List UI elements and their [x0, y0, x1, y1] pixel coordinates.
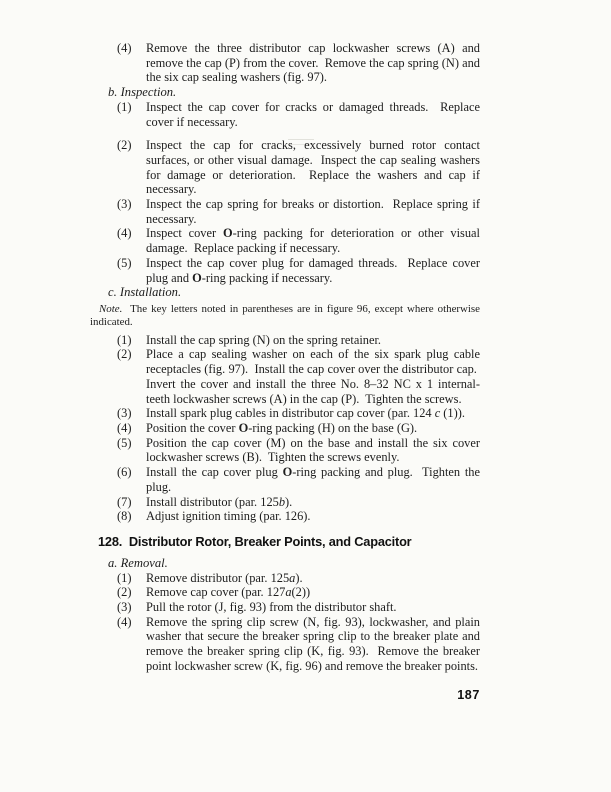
text-run: Inspect the cap for cracks, excessively burned rotor contact surfaces, or other visual damage. Inspect the cap sealing washers for damage or deterioration. Replace the washers and cap if necessary.	[146, 138, 480, 197]
text-run: -ring packing if necessary.	[201, 270, 333, 285]
list-item	[90, 585, 480, 600]
text-run: Place a cap sealing washer on each of the six spark plug cable receptacles (fig. 97). Install the cap cover over the distributor cap. Invert the cover and install the three No. 8–32 NC x 1 internal-teeth lockwasher screws (A) in the cap (P). Tighten the screws.	[146, 347, 480, 406]
subparagraph-heading: c. Installation.	[108, 285, 182, 300]
list-item-number: (5)	[117, 435, 132, 450]
list-item	[90, 571, 480, 586]
text-run: Install the cap spring (N) on the spring retainer.	[146, 332, 382, 347]
list-item	[90, 495, 480, 510]
list-item	[90, 138, 480, 197]
list-item-number: (8)	[117, 509, 132, 524]
list-item	[90, 226, 480, 255]
text-run: Inspect the cap spring for breaks or distortion. Replace spring if necessary.	[146, 197, 480, 226]
text-run: Install spark plug cables in distributor cap cover (par. 124	[146, 406, 435, 421]
italic-text-run: a	[289, 570, 296, 585]
list-item	[90, 600, 480, 615]
text-run: Remove the three distributor cap lockwasher screws (A) and remove the cap (P) from the cover. Remove the cap spring (N) and the six cap sealing washers (fig. 97).	[146, 41, 480, 85]
bold-text-run: O	[192, 270, 202, 285]
bold-text-run: O	[222, 226, 233, 241]
text-run: The key letters noted in parentheses are in figure 96, except where otherwise indicated.	[90, 302, 480, 328]
list-item-number: (5)	[117, 255, 132, 270]
list-item	[90, 347, 480, 406]
list-item	[90, 41, 480, 85]
italic-text-run: Note.	[99, 302, 123, 315]
text-run: Adjust ignition timing (par. 126).	[146, 509, 311, 524]
text-run: ).	[295, 570, 303, 585]
text-run: Install the cap cover plug	[146, 465, 283, 480]
page-content	[90, 41, 480, 702]
list-item-number: (7)	[117, 494, 132, 509]
text-run: Position the cap cover (M) on the base and install the six cover lockwasher screws (B). Tighten the screws evenly.	[146, 435, 480, 465]
italic-text-run: a	[285, 585, 292, 600]
text-run: -ring packing for deterioration or other visual damage. Replace packing if necessary.	[146, 226, 480, 256]
text-run: -ring packing (H) on the base (G).	[248, 420, 418, 435]
note-paragraph	[90, 303, 480, 329]
list-item	[90, 436, 480, 465]
text-run: Pull the rotor (J, fig. 93) from the distributor shaft.	[146, 600, 397, 615]
list-item	[90, 509, 480, 524]
list-item-number: (4)	[117, 420, 132, 435]
list-item	[90, 256, 480, 285]
list-item	[90, 615, 480, 674]
list-item	[90, 406, 480, 421]
list-item	[90, 333, 480, 348]
text-run: Inspect the cap cover plug for damaged threads. Replace cover plug and	[146, 255, 480, 285]
list-item-number: (6)	[117, 465, 132, 480]
section-heading: 128. Distributor Rotor, Breaker Points, and Capacitor	[98, 533, 412, 549]
list-item-number: (4)	[117, 41, 132, 55]
list-item	[90, 465, 480, 494]
list-item-number: (2)	[117, 347, 132, 362]
italic-text-run: c	[434, 406, 441, 421]
list-item-number: (1)	[117, 99, 132, 114]
subparagraph-heading: b. Inspection.	[108, 85, 177, 100]
manual-text-blocks	[90, 41, 480, 674]
list-item-number: (4)	[117, 226, 132, 241]
text-run: Install distributor (par. 125	[146, 494, 279, 509]
bold-text-run: O	[282, 465, 293, 480]
text-run: Inspect the cap cover for cracks or damaged threads. Replace cover if necessary.	[146, 99, 480, 129]
list-item-number: (3)	[117, 406, 132, 421]
list-item-number: (4)	[117, 614, 132, 629]
text-run: Remove cap cover (par. 127	[146, 585, 286, 600]
list-item	[90, 421, 480, 436]
list-item	[90, 197, 480, 226]
text-run: -ring packing and plug. Tighten the plug.	[146, 465, 480, 494]
text-run: Position the cover	[146, 420, 239, 435]
list-item-number: (3)	[117, 600, 132, 615]
list-item-number: (2)	[117, 138, 132, 153]
bold-text-run: O	[238, 420, 249, 435]
text-run: (2))	[291, 585, 311, 600]
text-run: Inspect cover	[146, 226, 223, 241]
page-number: 187	[457, 687, 480, 702]
text-run: Remove the spring clip screw (N, fig. 93), lockwasher, and plain washer that secure the breaker spring clip to the breaker plate and remove the breaker spring clip (K, fig. 93). Remove the breaker point lockwasher screw (K, fig. 96) and remove the breaker points.	[146, 614, 480, 673]
text-run: Remove distributor (par. 125	[146, 570, 290, 585]
list-item-number: (3)	[117, 197, 132, 212]
list-item-number: (1)	[117, 332, 132, 347]
list-item-number: (1)	[117, 570, 132, 585]
subparagraph-heading: a. Removal.	[108, 555, 168, 570]
text-run: (1)).	[440, 406, 465, 421]
list-item-number: (2)	[117, 585, 132, 600]
list-item	[90, 100, 480, 129]
text-run: ).	[285, 494, 293, 509]
italic-text-run: b	[278, 494, 286, 509]
